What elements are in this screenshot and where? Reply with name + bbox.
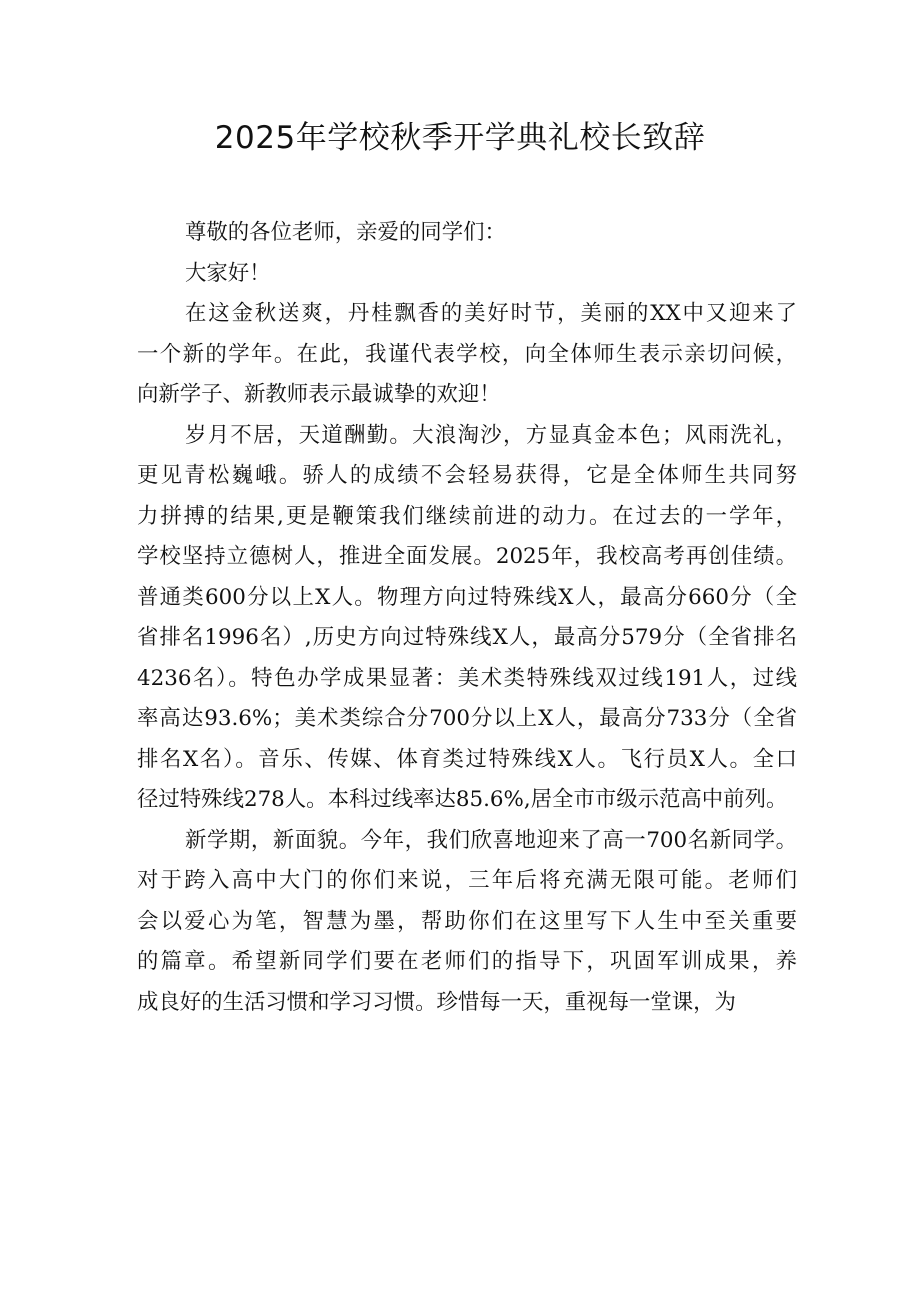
paragraph-line: 新学期，新面貌。今年，我们欣喜地迎来了高一700名新同学。 — [185, 827, 797, 853]
paragraph-line: 的篇章。希望新同学们要在老师们的指导下，巩固军训成果，养 — [137, 949, 797, 974]
paragraph-line: 尊敬的各位老师，亲爱的同学们： — [185, 220, 506, 245]
paragraph-line: 向新学子、新教师表示最诚挚的欢迎！ — [137, 382, 501, 407]
paragraph-line: 会以爱心为笔，智慧为墨，帮助你们在这里写下人生中至关重要 — [137, 908, 797, 934]
paragraph-line: 对于跨入高中大门的你们来说，三年后将充满无限可能。老师们 — [137, 868, 797, 893]
paragraph-line: 省排名1996名）,历史方向过特殊线X人，最高分579分（全省排名 — [137, 625, 797, 650]
paragraph — [137, 254, 797, 295]
paragraph-line: 4236名）。特色办学成果显著：美术类特殊线双过线191人，过线 — [137, 665, 797, 691]
paragraph-line: 率高达93.6%；美术类综合分700分以上X人，最高分733分（全省 — [137, 706, 797, 731]
paragraph-line: 一个新的学年。在此，我谨代表学校，向全体师生表示亲切问候， — [137, 341, 797, 367]
document-title: 2025年学校秋季开学典礼校长致辞 — [214, 120, 706, 156]
paragraph-line: 排名X名）。音乐、传媒、体育类过特殊线X人。飞行员X人。全口 — [137, 746, 797, 772]
paragraph-line: 岁月不居，天道酬勤。大浪淘沙，方显真金本色；风雨洗礼， — [185, 422, 797, 448]
paragraph — [137, 294, 797, 416]
paragraph-line: 学校坚持立德树人，推进全面发展。2025年，我校高考再创佳绩。 — [137, 544, 797, 569]
paragraph — [137, 416, 797, 821]
paragraph-line: 力拼搏的结果,更是鞭策我们继续前进的动力。在过去的一学年， — [137, 503, 797, 529]
paragraph-line: 径过特殊线278人。本科过线率达85.6%,居全市市级示范高中前列。 — [137, 787, 788, 812]
paragraph — [137, 821, 797, 1024]
paragraph — [137, 213, 797, 254]
paragraph-line: 大家好！ — [185, 260, 271, 286]
paragraph-line: 普通类600分以上X人。物理方向过特殊线X人，最高分660分（全 — [137, 584, 797, 610]
document-body — [137, 213, 797, 1023]
paragraph-line: 更见青松巍峨。骄人的成绩不会轻易获得，它是全体师生共同努 — [137, 463, 797, 488]
paragraph-line: 成良好的生活习惯和学习习惯。珍惜每一天，重视每一堂课，为 — [137, 989, 736, 1015]
paragraph-line: 在这金秋送爽，丹桂飘香的美好时节，美丽的XX中又迎来了 — [185, 301, 797, 326]
